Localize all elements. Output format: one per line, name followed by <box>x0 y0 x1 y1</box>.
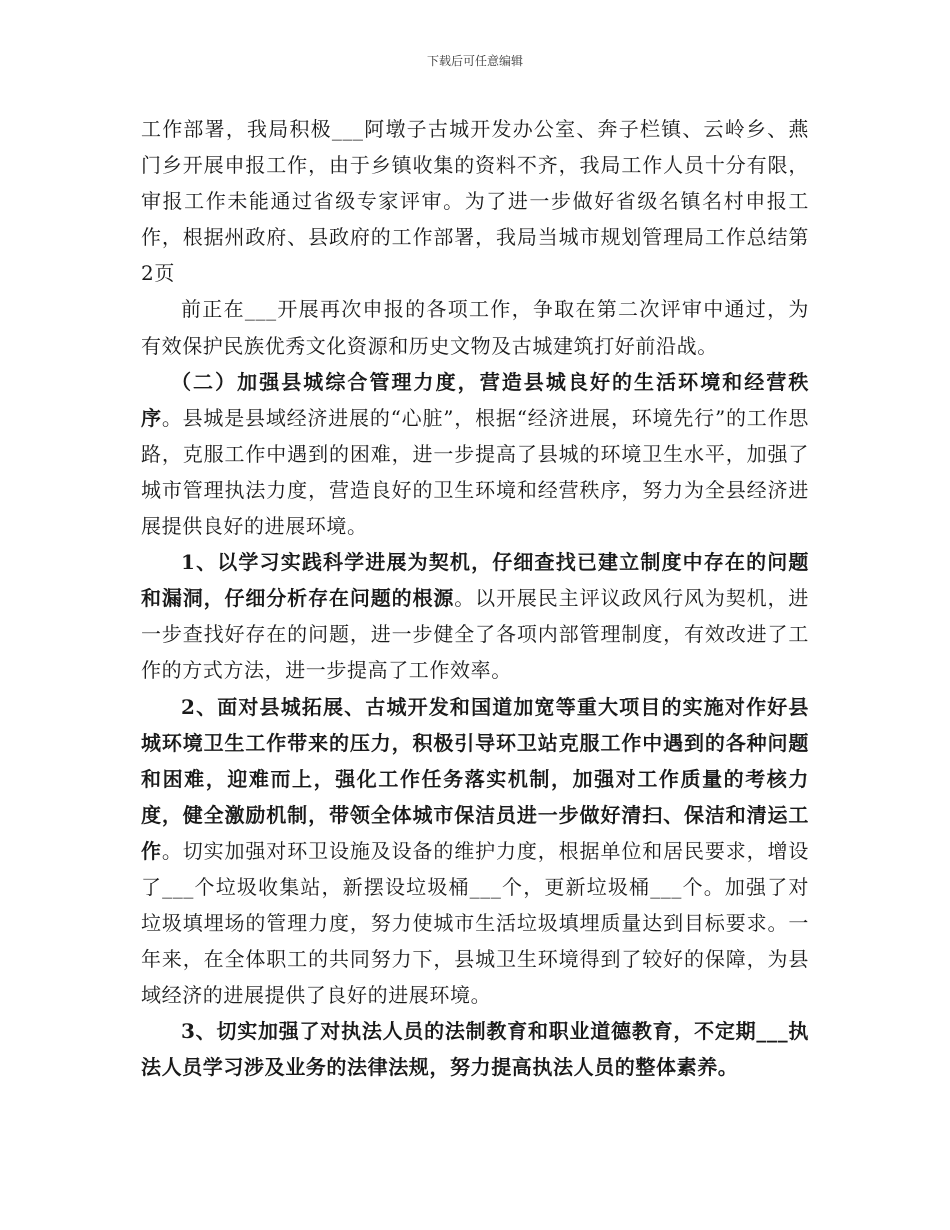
paragraph-bold-lead: （二）加强县城综合管理力度，营造县城良好的生活环境和经营秩序 <box>141 369 809 430</box>
paragraph-text: 。县城是县域经济进展的“心脏”，根据“经济进展，环境先行”的工作思路，克服工作中遇到的困难，进一步提高了县城的环境卫生水平，加强了城市管理执法力度，营造良好的卫生环境和经营秩序，努力为全县经济进展提供良好的进展环境。 <box>141 405 809 539</box>
paragraph-text: 。切实加强对环卫设施及设备的维护力度，根据单位和居民要求，增设了___个垃圾收集站，新摆设垃圾桶___个，更新垃圾桶___个。加强了对垃圾填埋场的管理力度，努力使城市生活垃圾填埋质量达到目标要求。一年来，在全体职工的共同努力下，县城卫生环境得到了较好的保障，为县域经济的进展提供了良好的进展环境。 <box>141 838 809 1008</box>
paragraph-4 <box>141 544 809 688</box>
paragraph-text: 。以开展民主评议政风行风为契机，进一步查找好存在的问题，进一步健全了各项内部管理制度，有效改进了工作的方式方法，进一步提高了工作效率。 <box>141 586 810 683</box>
paragraph-3 <box>141 364 809 544</box>
paragraph-1 <box>141 111 809 291</box>
header-text: 下载后可任意编辑 <box>426 54 523 68</box>
page-header <box>0 52 950 69</box>
paragraph-bold-lead: 3、切实加强了对执法人员的法制教育和职业道德教育，不定期___执法人员学习涉及业务的法律法规，努力提高执法人员的整体素养。 <box>141 1019 809 1080</box>
paragraph-bold-lead: 2、面对县城拓展、古城开发和国道加宽等重大项目的实施对作好县城环境卫生工作带来的压力，积极引导环卫站克服工作中遇到的各种问题和困难，迎难而上，强化工作任务落实机制，加强对工作质量的考核力度，健全激励机制，带领全体城市保洁员进一步做好清扫、保洁和清运工作 <box>141 694 809 863</box>
document-body <box>141 111 809 1086</box>
paragraph-2 <box>141 291 809 363</box>
paragraph-bold-lead: 1、以学习实践科学进展为契机，仔细查找已建立制度中存在的问题和漏洞，仔细分析存在问题的根源 <box>141 550 809 611</box>
paragraph-5 <box>141 689 809 1014</box>
paragraph-text: 前正在___开展再次申报的各项工作，争取在第二次评审中通过，为有效保护民族优秀文化资源和历史文物及古城建筑打好前沿战。 <box>141 297 809 358</box>
paragraph-text: 工作部署，我局积极___阿墩子古城开发办公室、奔子栏镇、云岭乡、燕门乡开展申报工作，由于乡镇收集的资料不齐，我局工作人员十分有限，审报工作未能通过省级专家评审。为了进一步做好省级名镇名村申报工作，根据州政府、县政府的工作部署，我局当城市规划管理局工作总结第2页 <box>141 117 809 286</box>
paragraph-6 <box>141 1013 809 1085</box>
